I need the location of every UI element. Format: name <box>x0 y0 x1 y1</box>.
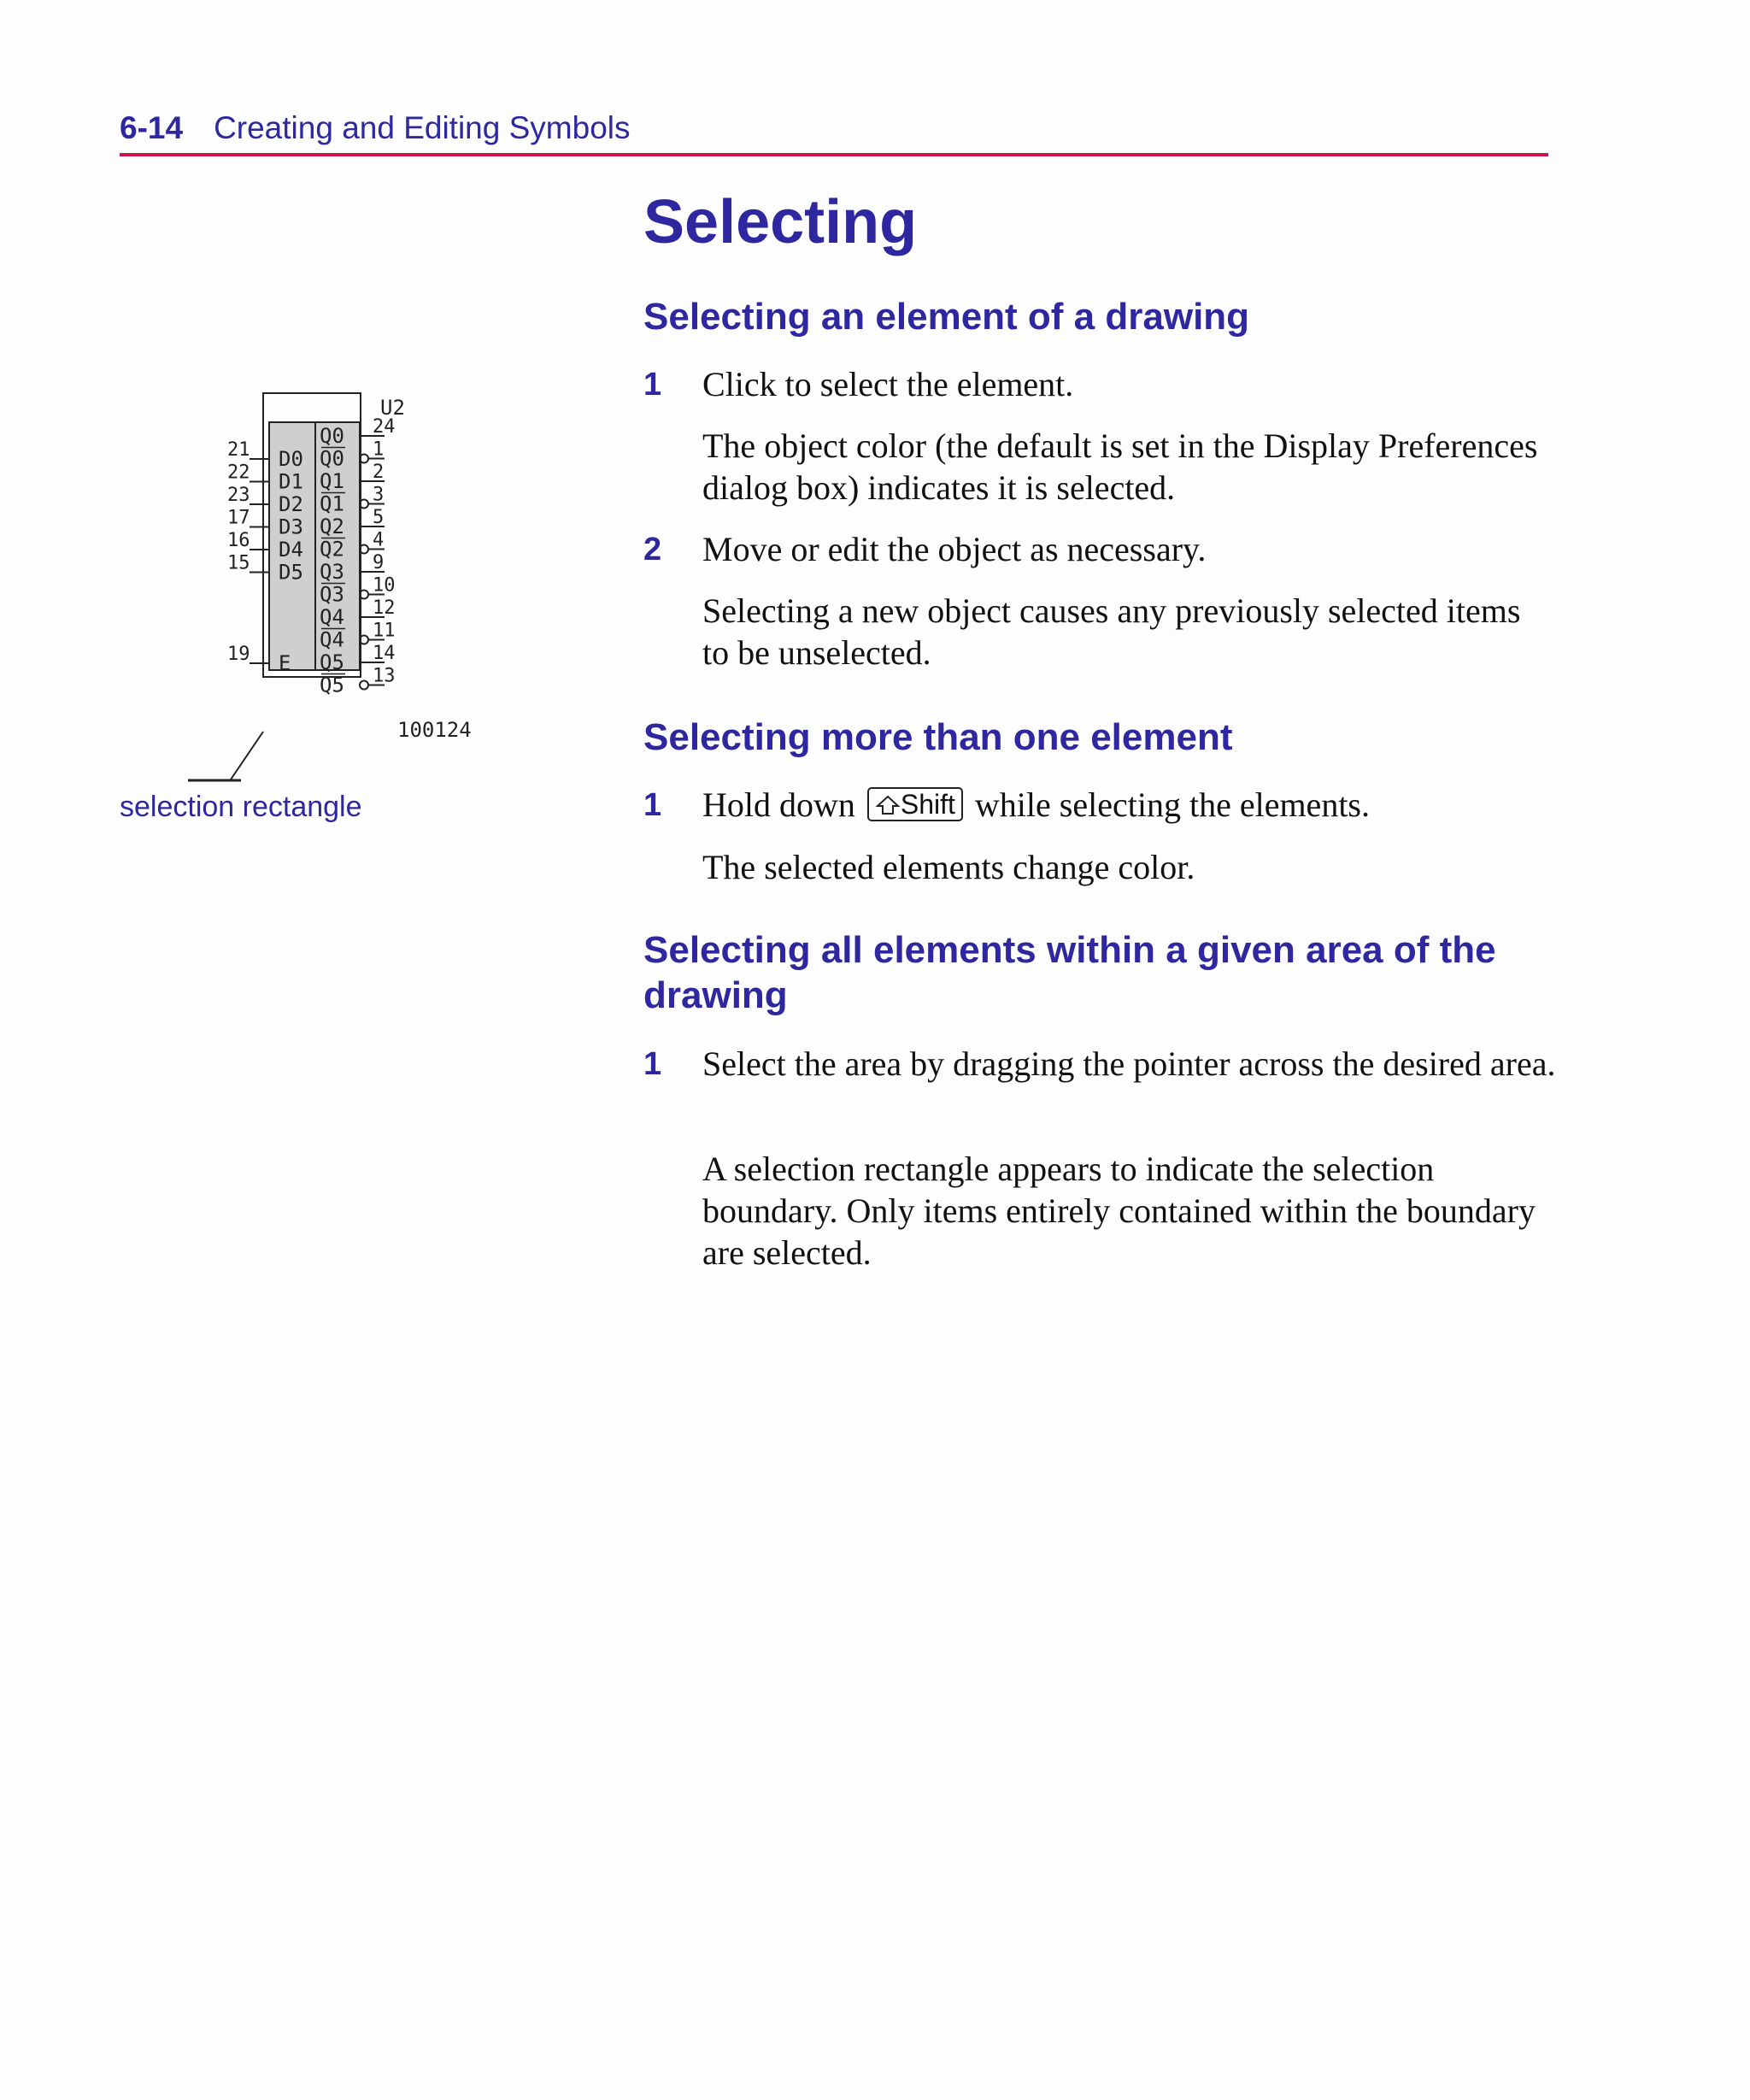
pin-name-left: E <box>279 651 291 675</box>
shift-arrow-icon <box>875 794 901 816</box>
pin-number-left: 22 <box>227 462 250 484</box>
step-text: Select the area by dragging the pointer across the desired area. <box>702 1044 1556 1083</box>
pin-name-left: D0 <box>279 447 303 471</box>
step-number: 1 <box>643 1046 662 1082</box>
pin-name-right: Q3 <box>320 582 344 607</box>
pin-name-right: Q4 <box>320 627 344 652</box>
part-number: 100124 <box>397 718 472 742</box>
pin-number-right: 14 <box>373 643 396 664</box>
pin-number-left: 17 <box>227 507 250 529</box>
pin-number-right: 3 <box>373 484 385 506</box>
pin-number-left: 16 <box>227 530 250 551</box>
pin-name-left: D2 <box>279 492 303 516</box>
step-text: Move or edit the object as necessary. <box>702 530 1207 568</box>
pin-name-left: D4 <box>279 538 303 562</box>
inversion-bubble <box>360 681 368 690</box>
pin-number-right: 12 <box>373 597 396 619</box>
pin-name-left: D1 <box>279 469 303 494</box>
pin-name-right: Q2 <box>320 515 344 538</box>
step-text <box>702 784 1557 826</box>
section-heading: Selecting an element of a drawing <box>643 296 1250 338</box>
pin-name-right: Q5 <box>320 650 344 674</box>
shift-key-label: Shift <box>900 789 955 820</box>
pin-name-right: Q0 <box>320 424 344 448</box>
figure-caption: selection rectangle <box>120 791 362 823</box>
pin-name-right: Q2 <box>320 537 344 562</box>
pin-name-right: Q5 <box>320 673 344 697</box>
step-number: 1 <box>643 787 662 823</box>
pin-number-left: 19 <box>227 644 250 665</box>
callout-leader <box>231 732 263 779</box>
step-number: 2 <box>643 532 662 568</box>
part-reference: U2 <box>380 396 405 420</box>
section-heading: Selecting all elements within a given area of the drawing <box>643 929 1496 1016</box>
step-note: Selecting a new object causes any previously selected items to be unselected. <box>702 591 1521 672</box>
shift-key <box>867 787 963 821</box>
section-heading: Selecting more than one element <box>643 716 1233 758</box>
pin-number-right: 11 <box>373 620 396 642</box>
pin-name-left: D5 <box>279 560 303 585</box>
step-number: 1 <box>643 367 662 403</box>
step-note: The object color (the default is set in the Display Preferences dialog box) indicates it is selected. <box>702 426 1538 507</box>
page-title: Selecting <box>643 188 918 256</box>
step-note: A selection rectangle appears to indicate the selection boundary. Only items entirely contained within the boundary are selected. <box>702 1150 1536 1272</box>
schematic-figure <box>171 385 496 795</box>
step-text-after: while selecting the elements. <box>974 785 1370 824</box>
pin-name-right: Q0 <box>320 446 344 471</box>
pin-name-right: Q1 <box>320 469 344 493</box>
pin-name-right: Q3 <box>320 560 344 584</box>
pin-number-right: 5 <box>373 507 385 528</box>
step-note: The selected elements change color. <box>702 848 1195 886</box>
pin-number-right: 1 <box>373 438 385 461</box>
pin-number-right: 2 <box>373 462 385 483</box>
pin-number-right: 13 <box>373 665 396 687</box>
step-text: Click to select the element. <box>702 365 1074 403</box>
page-number: 6-14 <box>120 110 184 145</box>
step-text-before: Hold down <box>702 785 855 824</box>
running-header <box>120 107 1548 156</box>
pin-number-right: 4 <box>373 529 385 551</box>
pin-name-left: D3 <box>279 515 303 539</box>
pin-number-right: 9 <box>373 552 385 574</box>
pin-number-left: 23 <box>227 485 250 506</box>
pin-number-left: 21 <box>227 439 250 461</box>
pin-number-left: 15 <box>227 552 250 574</box>
chapter-title: Creating and Editing Symbols <box>214 110 631 145</box>
pin-name-right: Q4 <box>320 605 344 629</box>
pin-number-right: 24 <box>373 416 396 438</box>
pin-name-right: Q1 <box>320 491 344 516</box>
pin-number-right: 10 <box>373 574 396 597</box>
